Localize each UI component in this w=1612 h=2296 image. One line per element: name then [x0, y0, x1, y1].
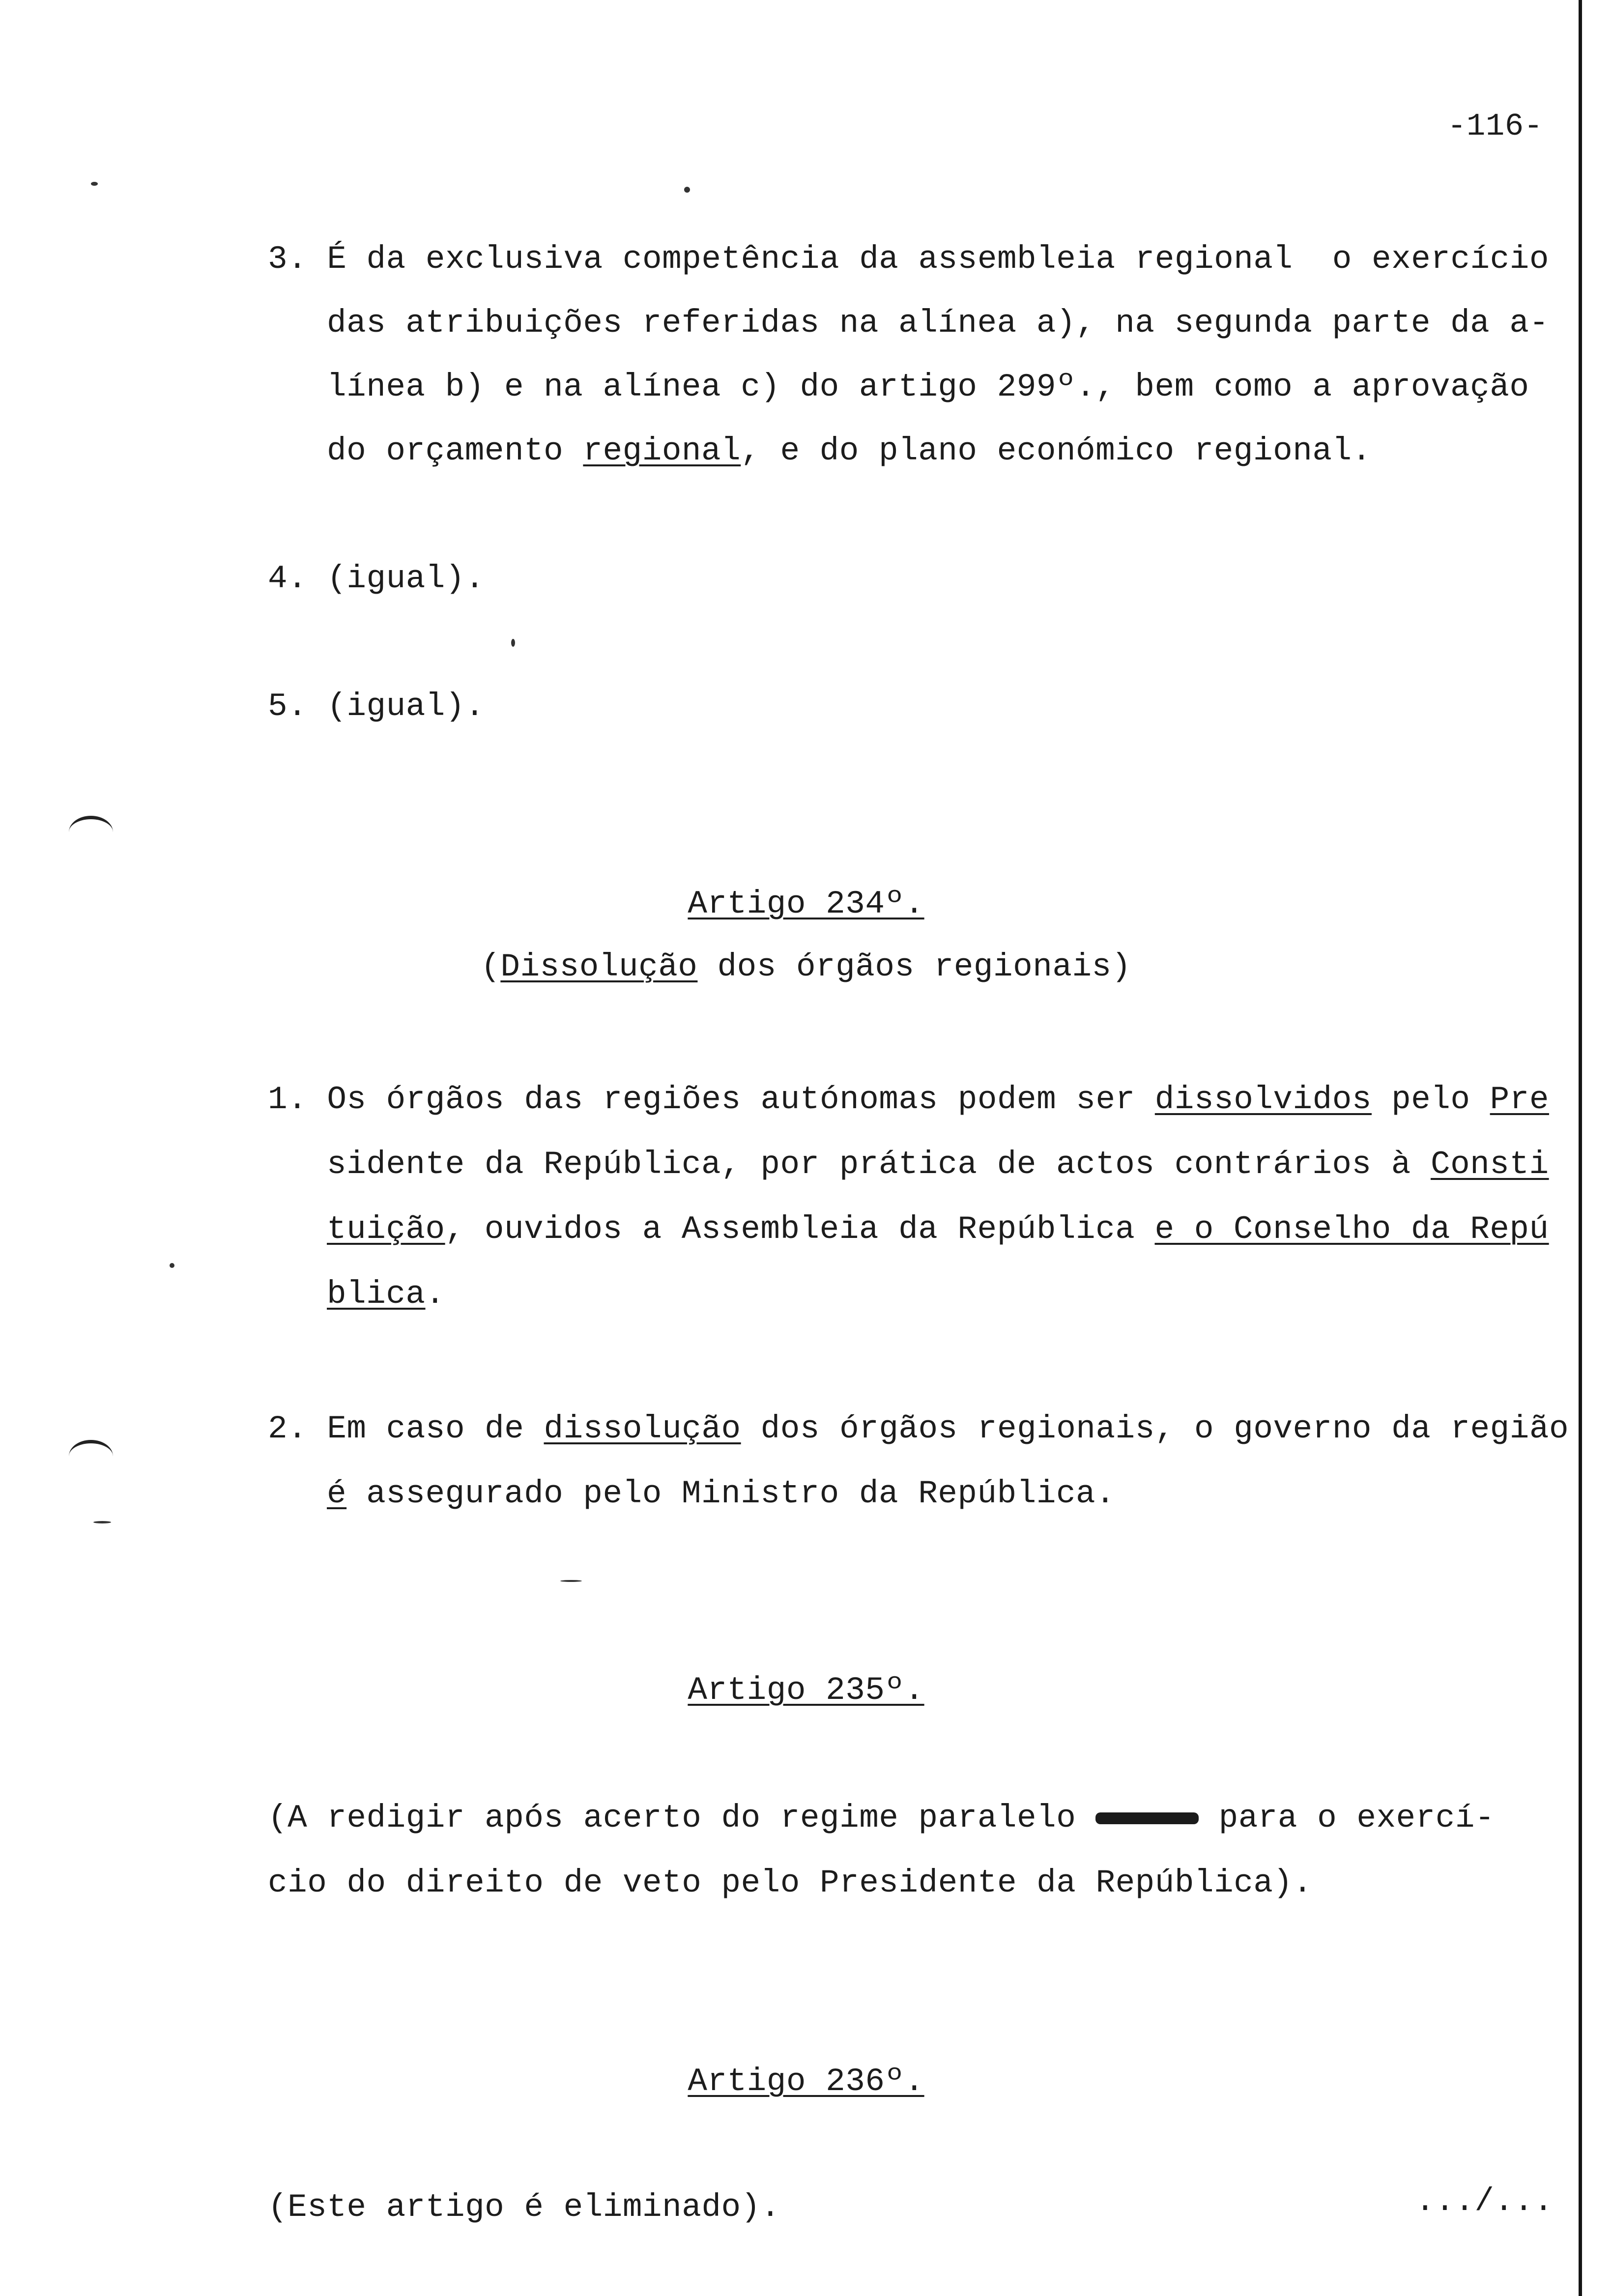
scan-speck [560, 1580, 582, 1582]
article-234-p1-line-4: blica. [327, 1276, 445, 1313]
article-234-p1-line-3: tuição, ouvidos a Assembleia da República e o Conselho da Repú [327, 1211, 1549, 1248]
article-234-p2-line-2: é assegurado pelo Ministro da República. [327, 1475, 1116, 1512]
underlined-regional: regional [583, 432, 741, 469]
paragraph-3-line-2: das atribuições referidas na alínea a), na segunda parte da a- [327, 305, 1549, 342]
article-234-title: Artigo 234º. [688, 886, 924, 922]
article-234-p1-line-1: 1. Os órgãos das regiões autónomas podem ser dissolvidos pelo Pre [268, 1081, 1549, 1118]
article-235-title: Artigo 235º. [688, 1672, 924, 1709]
article-234-p2-line-1: 2. Em caso de dissolução dos órgãos regionais, o governo da região [268, 1410, 1569, 1447]
item-4: 4. (igual). [268, 560, 485, 597]
paragraph-3-line-1: 3. É da exclusiva competência da assembleia regional o exercício [268, 241, 1549, 278]
scan-speck [511, 639, 515, 647]
paragraph-3-line-3: línea b) e na alínea c) do artigo 299º., bem como a aprovação [327, 369, 1529, 405]
scan-speck [684, 187, 690, 193]
article-234-subtitle: (Dissolução dos órgãos regionais) [481, 948, 1131, 985]
continuation-mark: .../... [1415, 2183, 1554, 2220]
article-234-p1-line-2: sidente da República, por prática de actos contrários à Consti [327, 1146, 1549, 1183]
article-235-line-2: cio do direito de veto pelo Presidente da República). [268, 1865, 1313, 1901]
article-236-text: (Este artigo é eliminado). [268, 2189, 780, 2226]
item-5: 5. (igual). [268, 688, 485, 725]
scan-speck [170, 1263, 174, 1268]
scan-speck [93, 1521, 111, 1523]
article-235-line-1: (A redigir após acerto do regime paralelo para o exercí- [268, 1800, 1495, 1837]
scan-speck [91, 182, 98, 186]
paragraph-3-line-4: do orçamento regional, e do plano económico regional. [327, 432, 1372, 469]
scan-mark [69, 816, 113, 849]
article-236-title: Artigo 236º. [688, 2063, 924, 2100]
strikeout-smudge [1095, 1812, 1199, 1824]
page-edge-line [1579, 0, 1582, 2296]
page-number: -116- [1447, 109, 1543, 144]
scan-mark [69, 1440, 113, 1473]
